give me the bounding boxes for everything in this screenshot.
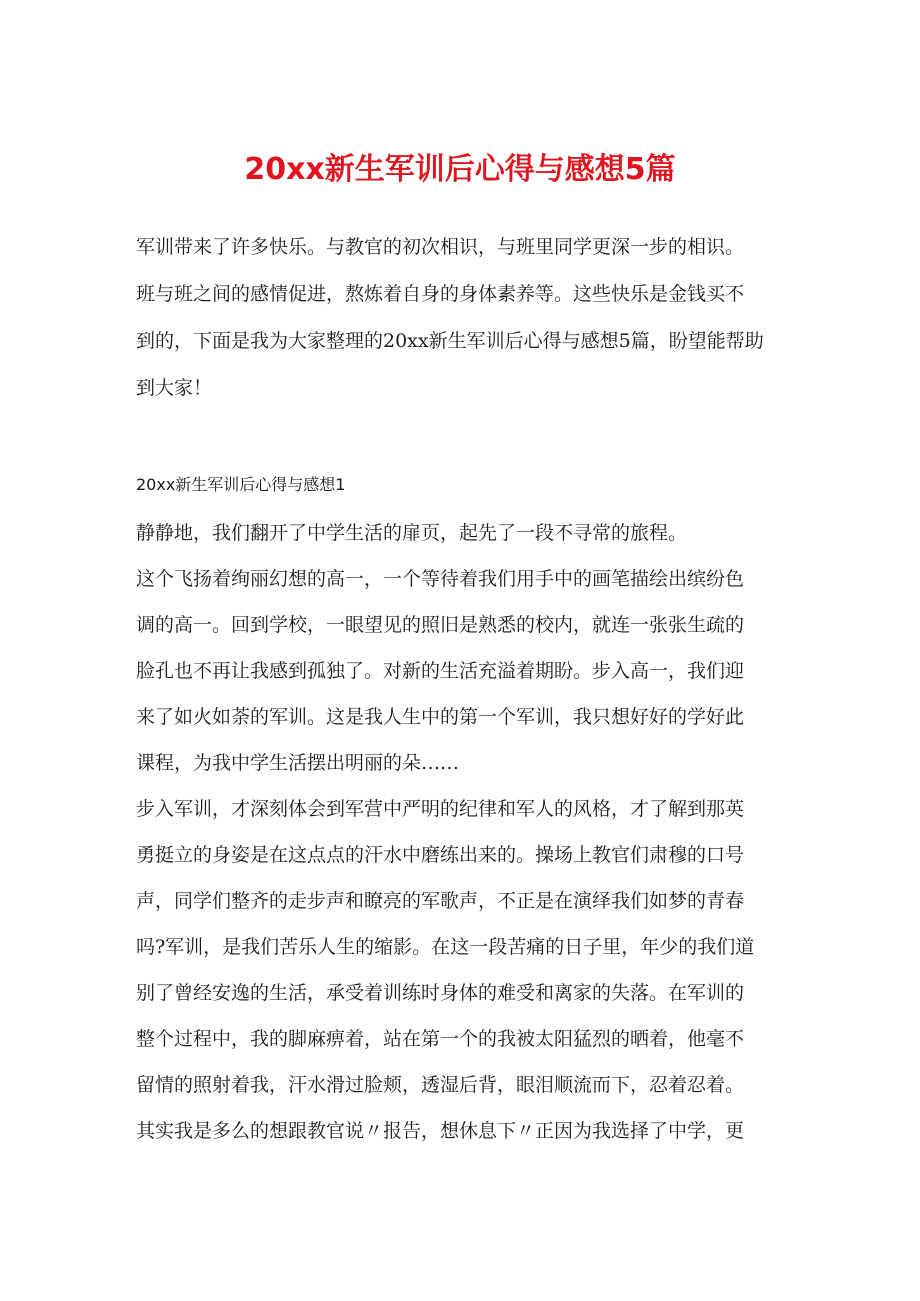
intro-line: 班与班之间的感情促进，熬炼着自身的身体素养等。这些快乐是金钱买不 <box>136 283 745 305</box>
body-line: 课程，为我中学生活摆出明丽的朵…… <box>136 752 460 774</box>
body-line: 来了如火如荼的军训。这是我人生中的第一个军训，我只想好好的学好此 <box>136 706 745 728</box>
section-body <box>136 510 786 1154</box>
intro-paragraph <box>136 224 786 412</box>
document-title: 20xx新生军训后心得与感想5篇 <box>244 152 676 187</box>
body-line: 别了曾经安逸的生活，承受着训练时身体的难受和离家的失落。在军训的 <box>136 982 745 1004</box>
intro-line: 到大家！ <box>136 377 213 399</box>
body-line: 勇挺立的身姿是在这点点的汗水中磨练出来的。操场上教官们肃穆的口号 <box>136 844 745 866</box>
body-line: 脸孔也不再让我感到孤独了。对新的生活充溢着期盼。步入高一，我们迎 <box>136 660 745 682</box>
intro-line: 到的，下面是我为大家整理的20xx新生军训后心得与感想5篇，盼望能帮助 <box>136 330 764 352</box>
section-heading: 20xx新生军训后心得与感想1 <box>136 475 346 494</box>
body-line: 步入军训，才深刻体会到军营中严明的纪律和军人的风格，才了解到那英 <box>136 798 745 820</box>
body-line: 这个飞扬着绚丽幻想的高一，一个等待着我们用手中的画笔描绘出缤纷色 <box>136 568 745 590</box>
body-line: 留情的照射着我，汗水滑过脸颊，透湿后背，眼泪顺流而下，忍着忍着。 <box>136 1074 745 1096</box>
body-line: 其实我是多么的想跟教官说〃报告，想休息下〃正因为我选择了中学，更 <box>136 1120 745 1142</box>
body-line: 吗?军训，是我们苦乐人生的缩影。在这一段苦痛的日子里，年少的我们道 <box>136 936 755 958</box>
body-line: 声，同学们整齐的走步声和瞭亮的军歌声，不正是在演绎我们如梦的青春 <box>136 890 745 912</box>
body-line: 调的高一。回到学校，一眼望见的照旧是熟悉的校内，就连一张张生疏的 <box>136 614 745 636</box>
body-line: 整个过程中，我的脚麻痹着，站在第一个的我被太阳猛烈的晒着，他毫不 <box>136 1028 745 1050</box>
body-line: 静静地，我们翻开了中学生活的扉页，起先了一段不寻常的旅程。 <box>136 522 688 544</box>
intro-line: 军训带来了许多快乐。与教官的初次相识，与班里同学更深一步的相识。 <box>136 236 745 258</box>
